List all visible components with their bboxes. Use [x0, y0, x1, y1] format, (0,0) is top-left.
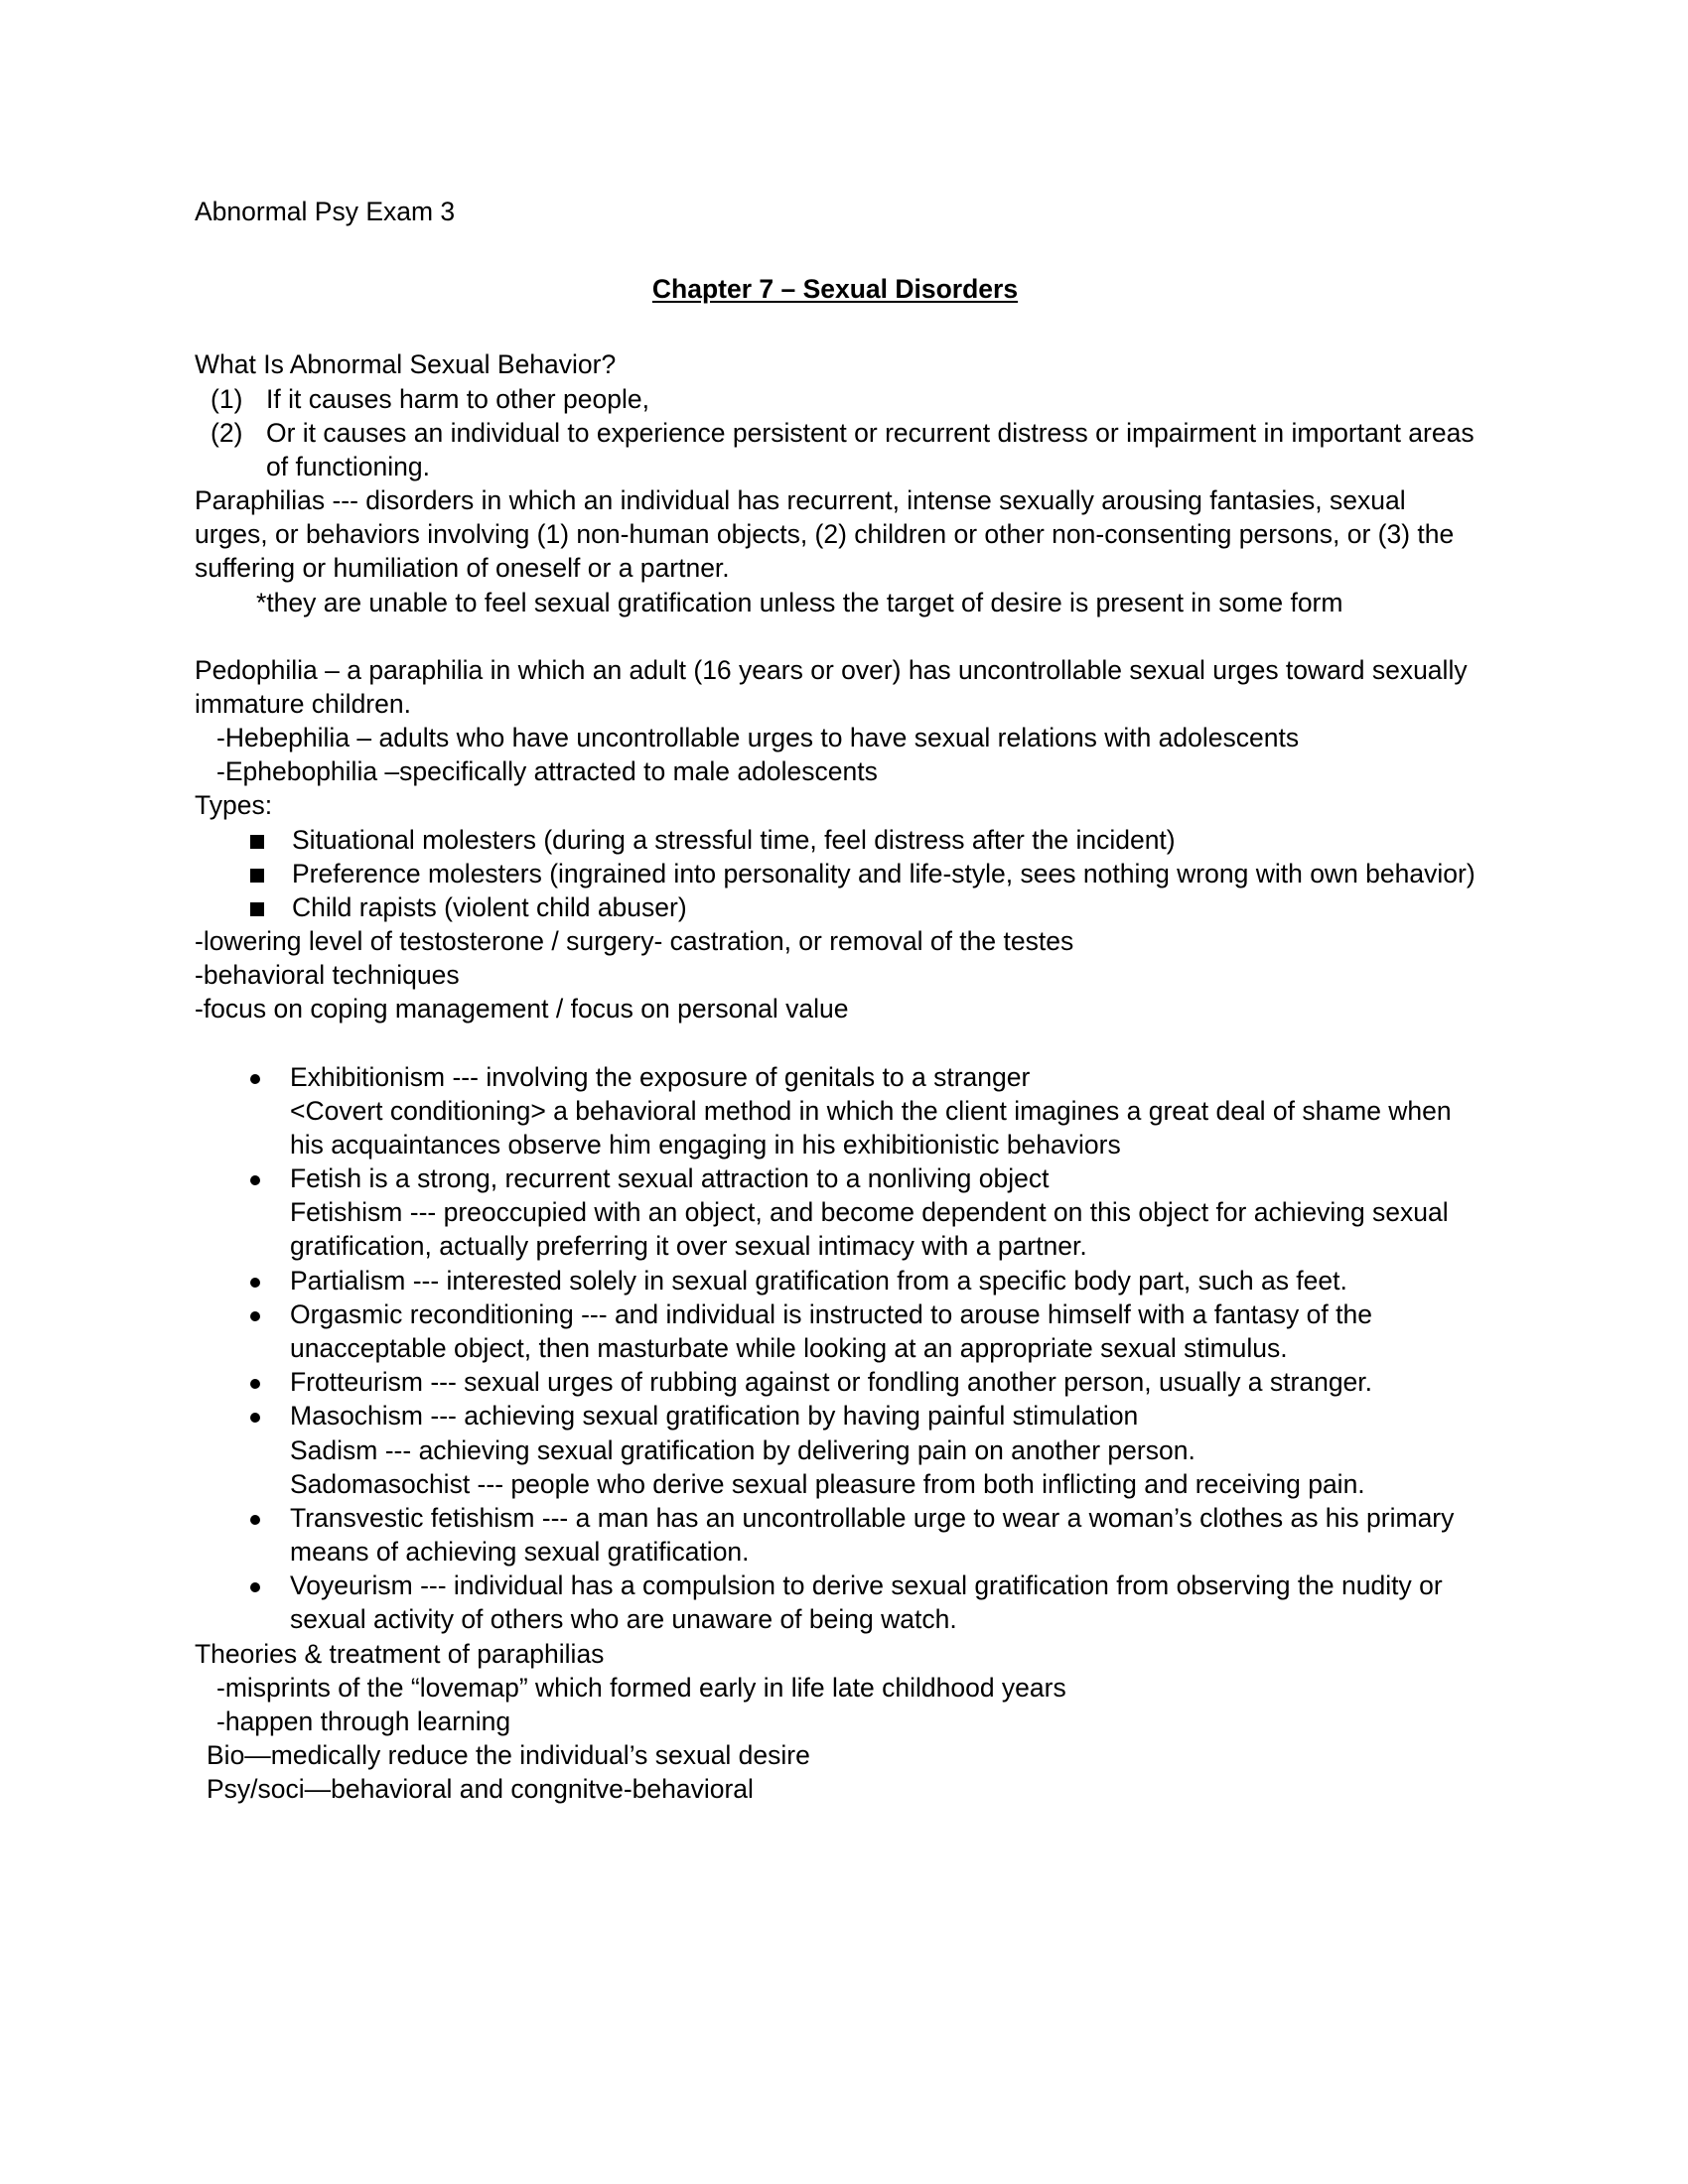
treatment-line-3: -focus on coping management / focus on personal value	[195, 994, 849, 1024]
list-item-text: Transvestic fetishism --- a man has an uncontrollable urge to wear a woman’s clothes as his primary means of achieving sexual gratification.	[290, 1502, 1455, 1568]
list-item-text: Exhibitionism --- involving the exposure of genitals to a stranger	[290, 1061, 1031, 1092]
theories-point-1: -misprints of the “lovemap” which formed early in life late childhood years	[216, 1672, 1066, 1703]
psychosocial-approach-line: Psy/soci—behavioral and congnitve-behavioral	[207, 1774, 754, 1805]
list-item-subtext: Fetishism --- preoccupied with an object, and become dependent on this object for achieving sexual gratification, actually preferring it over sexual intimacy with a partner.	[290, 1197, 1449, 1262]
list-item-text: Fetish is a strong, recurrent sexual attraction to a nonliving object	[290, 1163, 1050, 1194]
list-item	[195, 1161, 1476, 1264]
hebephilia-line: -Hebephilia – adults who have uncontrollable urges to have sexual relations with adolescents	[216, 723, 1300, 753]
list-item	[195, 1297, 1476, 1365]
list-item-text: Frotteurism --- sexual urges of rubbing against or fondling another person, usually a stranger.	[290, 1367, 1373, 1398]
round-bullet-icon	[250, 1413, 260, 1423]
list-item	[195, 1264, 1476, 1297]
list-item	[195, 1569, 1476, 1636]
list-item	[195, 382, 1476, 416]
square-bullet-icon	[250, 902, 264, 916]
treatment-line-1: -lowering level of testosterone / surgery- castration, or removal of the testes	[195, 926, 1074, 957]
list-item-subtext: Sadism --- achieving sexual gratification by delivering pain on another person.	[290, 1434, 1196, 1465]
list-item-text: Orgasmic reconditioning --- and individual is instructed to arouse himself with a fantasy of the unacceptable object, then masturbate while looking at an appropriate sexual stimulus.	[290, 1298, 1372, 1363]
paraphilia-types-list	[195, 1060, 1476, 1637]
pedophilia-definition: Pedophilia – a paraphilia in which an adult (16 years or over) has uncontrollable sexual urges toward sexually immature children.	[195, 654, 1468, 719]
list-item-text: If it causes harm to other people,	[266, 383, 649, 414]
list-item	[195, 890, 1476, 924]
spacer	[195, 619, 1476, 653]
list-item	[195, 1365, 1476, 1399]
round-bullet-icon	[250, 1515, 260, 1525]
list-item	[195, 857, 1476, 890]
bio-approach-line: Bio—medically reduce the individual’s sexual desire	[207, 1740, 810, 1771]
theories-heading: Theories & treatment of paraphilias	[195, 1638, 605, 1669]
round-bullet-icon	[250, 1278, 260, 1288]
list-item-text: Or it causes an individual to experience persistent or recurrent distress or impairment in important areas of functioning.	[266, 417, 1475, 481]
paraphilias-note: *they are unable to feel sexual gratification unless the target of desire is present in some form	[256, 587, 1343, 617]
types-label: Types:	[195, 790, 273, 821]
paraphilias-definition: Paraphilias --- disorders in which an individual has recurrent, intense sexually arousing fantasies, sexual urges, or behaviors involving (1) non-human objects, (2) children or other non-consenting persons, or (3) the suffering or humiliation of oneself or a partner.	[195, 485, 1455, 584]
square-bullet-icon	[250, 835, 264, 849]
list-item-text: Child rapists (violent child abuser)	[292, 891, 687, 922]
chapter-title	[195, 272, 1476, 306]
abnormal-behavior-list	[195, 382, 1476, 484]
chapter-title-text: Chapter 7 – Sexual Disorders	[651, 274, 1019, 305]
list-item	[195, 1399, 1476, 1501]
document-header: Abnormal Psy Exam 3	[195, 197, 456, 226]
treatment-line-2: -behavioral techniques	[195, 960, 460, 991]
round-bullet-icon	[250, 1074, 260, 1084]
pedophilia-types-list	[195, 823, 1476, 925]
list-item	[195, 1060, 1476, 1162]
list-item-text: Voyeurism --- individual has a compulsion to derive sexual gratification from observing the nudity or sexual activity of others who are unaware of being watch.	[290, 1570, 1443, 1635]
square-bullet-icon	[250, 869, 264, 883]
list-item-text: Situational molesters (during a stressful time, feel distress after the incident)	[292, 824, 1176, 855]
spacer	[195, 1026, 1476, 1060]
abnormal-behavior-heading: What Is Abnormal Sexual Behavior?	[195, 349, 617, 380]
list-item-text: Masochism --- achieving sexual gratification by having painful stimulation	[290, 1401, 1139, 1432]
list-marker: (1)	[211, 383, 243, 414]
ephebophilia-line: -Ephebophilia –specifically attracted to male adolescents	[216, 756, 878, 787]
list-item-subtext: <Covert conditioning> a behavioral method in which the client imagines a great deal of shame when his acquaintances observe him engaging in his exhibitionistic behaviors	[290, 1095, 1452, 1160]
document-body	[195, 195, 1476, 1806]
list-item-text: Partialism --- interested solely in sexual gratification from a specific body part, such as feet.	[290, 1265, 1347, 1296]
list-item-subtext: Sadomasochist --- people who derive sexual pleasure from both inflicting and receiving pain.	[290, 1468, 1365, 1499]
round-bullet-icon	[250, 1175, 260, 1185]
round-bullet-icon	[250, 1311, 260, 1321]
list-item-text: Preference molesters (ingrained into personality and life-style, sees nothing wrong with own behavior)	[292, 858, 1476, 888]
list-item	[195, 416, 1476, 483]
list-item	[195, 823, 1476, 857]
theories-point-2: -happen through learning	[216, 1706, 511, 1736]
list-marker: (2)	[211, 417, 243, 448]
list-item	[195, 1501, 1476, 1569]
round-bullet-icon	[250, 1379, 260, 1389]
round-bullet-icon	[250, 1582, 260, 1592]
